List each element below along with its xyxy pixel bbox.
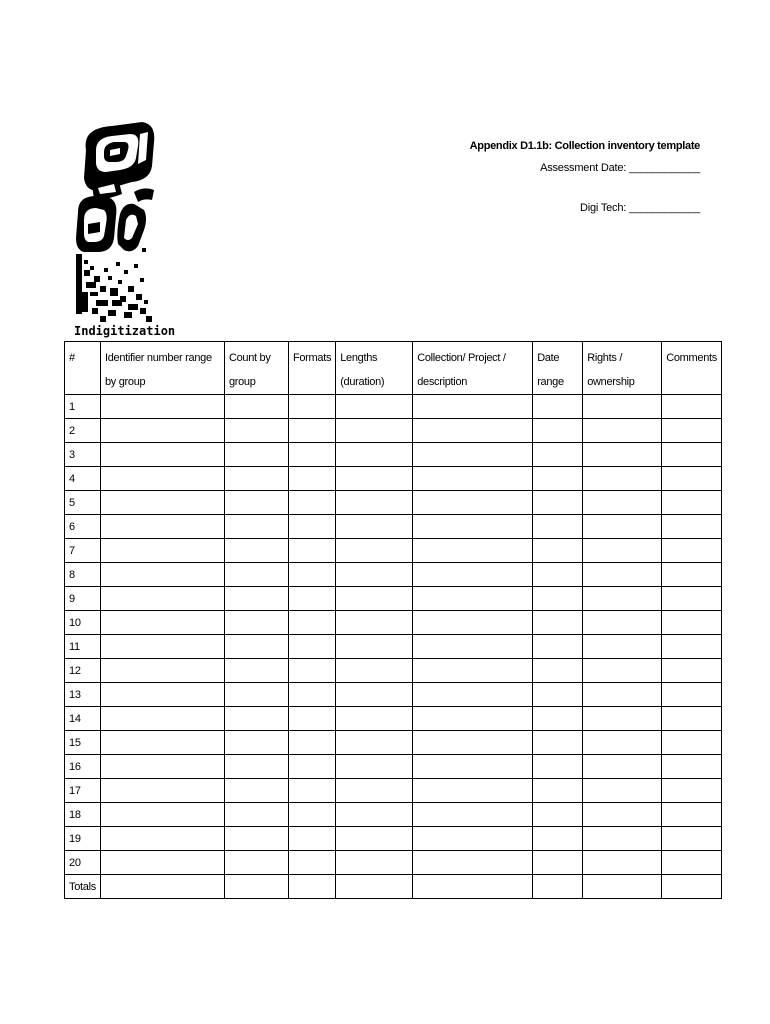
table-cell[interactable] — [662, 587, 722, 611]
table-cell[interactable] — [288, 659, 335, 683]
table-cell[interactable] — [100, 707, 224, 731]
table-cell[interactable] — [288, 635, 335, 659]
table-cell[interactable] — [662, 611, 722, 635]
table-cell[interactable] — [533, 659, 583, 683]
table-cell[interactable] — [224, 683, 288, 707]
table-cell[interactable] — [100, 875, 224, 899]
table-row — [65, 779, 722, 803]
table-cell[interactable] — [288, 515, 335, 539]
table-cell[interactable] — [583, 827, 662, 851]
table-cell[interactable] — [100, 851, 224, 875]
row-label: 10 — [65, 611, 101, 635]
table-cell[interactable] — [533, 539, 583, 563]
table-cell[interactable] — [583, 851, 662, 875]
table-row — [65, 563, 722, 587]
table-cell[interactable] — [413, 539, 533, 563]
table-cell[interactable] — [413, 443, 533, 467]
table-cell[interactable] — [100, 539, 224, 563]
table-cell[interactable] — [583, 563, 662, 587]
table-cell[interactable] — [224, 539, 288, 563]
table-cell[interactable] — [662, 419, 722, 443]
table-cell[interactable] — [100, 563, 224, 587]
table-cell[interactable] — [413, 395, 533, 419]
row-label: 17 — [65, 779, 101, 803]
table-cell[interactable] — [100, 779, 224, 803]
table-cell[interactable] — [336, 851, 413, 875]
table-cell[interactable] — [583, 467, 662, 491]
table-cell[interactable] — [336, 731, 413, 755]
table-cell[interactable] — [662, 491, 722, 515]
table-cell[interactable] — [662, 659, 722, 683]
table-cell[interactable] — [583, 803, 662, 827]
assessment-date-field: Assessment Date: ____________ — [540, 162, 700, 174]
table-cell[interactable] — [662, 827, 722, 851]
table-row — [65, 395, 722, 419]
table-cell[interactable] — [413, 635, 533, 659]
table-row — [65, 587, 722, 611]
table-cell[interactable] — [224, 779, 288, 803]
table-cell[interactable] — [288, 803, 335, 827]
table-cell[interactable] — [100, 395, 224, 419]
table-cell[interactable] — [662, 875, 722, 899]
table-row — [65, 635, 722, 659]
table-cell[interactable] — [662, 683, 722, 707]
table-cell[interactable] — [288, 731, 335, 755]
table-cell[interactable] — [413, 467, 533, 491]
table-cell[interactable] — [100, 827, 224, 851]
table-cell[interactable] — [336, 779, 413, 803]
table-cell[interactable] — [413, 731, 533, 755]
table-cell[interactable] — [100, 731, 224, 755]
table-cell[interactable] — [336, 563, 413, 587]
table-cell[interactable] — [224, 659, 288, 683]
table-row — [65, 803, 722, 827]
table-cell[interactable] — [413, 755, 533, 779]
table-cell[interactable] — [336, 419, 413, 443]
column-header: Collection/ Project / description — [413, 342, 533, 395]
table-cell[interactable] — [100, 419, 224, 443]
table-cell[interactable] — [533, 707, 583, 731]
table-cell[interactable] — [100, 683, 224, 707]
table-cell[interactable] — [224, 419, 288, 443]
table-cell[interactable] — [662, 731, 722, 755]
table-cell[interactable] — [224, 491, 288, 515]
table-cell[interactable] — [336, 659, 413, 683]
table-cell[interactable] — [583, 515, 662, 539]
row-label: 5 — [65, 491, 101, 515]
table-cell[interactable] — [100, 515, 224, 539]
row-label: 15 — [65, 731, 101, 755]
table-cell[interactable] — [413, 611, 533, 635]
table-cell[interactable] — [336, 395, 413, 419]
table-cell[interactable] — [100, 659, 224, 683]
table-row — [65, 683, 722, 707]
row-label: 9 — [65, 587, 101, 611]
table-cell[interactable] — [336, 755, 413, 779]
table-cell[interactable] — [533, 851, 583, 875]
table-cell[interactable] — [224, 563, 288, 587]
table-cell[interactable] — [288, 443, 335, 467]
row-label: 8 — [65, 563, 101, 587]
table-cell[interactable] — [336, 875, 413, 899]
table-cell[interactable] — [583, 395, 662, 419]
table-cell[interactable] — [100, 755, 224, 779]
row-label: 6 — [65, 515, 101, 539]
table-cell[interactable] — [533, 875, 583, 899]
table-cell[interactable] — [100, 491, 224, 515]
table-cell[interactable] — [288, 539, 335, 563]
row-label: 19 — [65, 827, 101, 851]
table-header-row — [65, 342, 722, 395]
table-row — [65, 467, 722, 491]
table-row — [65, 659, 722, 683]
table-cell[interactable] — [100, 587, 224, 611]
table-cell[interactable] — [662, 707, 722, 731]
table-cell[interactable] — [413, 419, 533, 443]
table-row — [65, 515, 722, 539]
table-cell[interactable] — [413, 683, 533, 707]
row-label: 14 — [65, 707, 101, 731]
table-cell[interactable] — [288, 395, 335, 419]
table-cell[interactable] — [224, 515, 288, 539]
table-cell[interactable] — [533, 443, 583, 467]
row-label: 18 — [65, 803, 101, 827]
table-cell[interactable] — [413, 587, 533, 611]
table-cell[interactable] — [413, 827, 533, 851]
table-cell[interactable] — [288, 587, 335, 611]
table-cell[interactable] — [583, 683, 662, 707]
table-cell[interactable] — [288, 779, 335, 803]
table-row — [65, 851, 722, 875]
table-cell[interactable] — [224, 731, 288, 755]
column-header: Formats — [288, 342, 335, 395]
row-label: 13 — [65, 683, 101, 707]
table-cell[interactable] — [413, 707, 533, 731]
table-cell[interactable] — [288, 755, 335, 779]
table-cell[interactable] — [583, 539, 662, 563]
table-cell[interactable] — [533, 683, 583, 707]
table-cell[interactable] — [533, 563, 583, 587]
table-cell[interactable] — [662, 563, 722, 587]
column-header: Count by group — [224, 342, 288, 395]
table-row — [65, 491, 722, 515]
row-label: 2 — [65, 419, 101, 443]
table-cell[interactable] — [224, 803, 288, 827]
table-cell[interactable] — [336, 491, 413, 515]
table-cell[interactable] — [100, 803, 224, 827]
table-cell[interactable] — [336, 803, 413, 827]
table-cell[interactable] — [288, 419, 335, 443]
table-row — [65, 731, 722, 755]
formline-art-icon — [72, 120, 156, 325]
table-cell[interactable] — [288, 467, 335, 491]
table-cell[interactable] — [224, 707, 288, 731]
table-cell[interactable] — [662, 539, 722, 563]
table-cell[interactable] — [100, 467, 224, 491]
indigitization-logo — [72, 120, 176, 342]
table-row — [65, 419, 722, 443]
table-cell[interactable] — [533, 803, 583, 827]
table-cell[interactable] — [336, 587, 413, 611]
table-cell[interactable] — [224, 851, 288, 875]
row-label: 11 — [65, 635, 101, 659]
row-label: 20 — [65, 851, 101, 875]
row-label: 1 — [65, 395, 101, 419]
table-cell[interactable] — [583, 587, 662, 611]
digi-tech-field: Digi Tech: ____________ — [580, 202, 700, 214]
table-cell[interactable] — [288, 851, 335, 875]
table-cell[interactable] — [224, 395, 288, 419]
table-cell[interactable] — [224, 587, 288, 611]
table-row — [65, 827, 722, 851]
table-cell[interactable] — [413, 515, 533, 539]
table-cell[interactable] — [662, 803, 722, 827]
table-cell[interactable] — [224, 827, 288, 851]
table-cell[interactable] — [288, 707, 335, 731]
row-label: 4 — [65, 467, 101, 491]
table-cell[interactable] — [336, 443, 413, 467]
table-cell[interactable] — [288, 827, 335, 851]
table-cell[interactable] — [336, 467, 413, 491]
table-cell[interactable] — [533, 515, 583, 539]
table-cell[interactable] — [224, 611, 288, 635]
table-cell[interactable] — [336, 611, 413, 635]
document-title: Appendix D1.1b: Collection inventory template — [469, 140, 700, 152]
table-cell[interactable] — [288, 875, 335, 899]
table-cell[interactable] — [100, 611, 224, 635]
table-cell[interactable] — [336, 515, 413, 539]
table-cell[interactable] — [413, 875, 533, 899]
table-cell[interactable] — [336, 707, 413, 731]
table-cell[interactable] — [224, 635, 288, 659]
table-cell[interactable] — [583, 635, 662, 659]
table-cell[interactable] — [533, 395, 583, 419]
table-cell[interactable] — [533, 587, 583, 611]
table-cell[interactable] — [336, 683, 413, 707]
table-cell[interactable] — [662, 443, 722, 467]
table-cell[interactable] — [533, 755, 583, 779]
table-cell[interactable] — [662, 779, 722, 803]
table-cell[interactable] — [662, 467, 722, 491]
table-cell[interactable] — [533, 779, 583, 803]
table-cell[interactable] — [583, 659, 662, 683]
table-row — [65, 707, 722, 731]
table-cell[interactable] — [100, 635, 224, 659]
row-label: Totals — [65, 875, 101, 899]
table-cell[interactable] — [583, 731, 662, 755]
table-cell[interactable] — [533, 635, 583, 659]
row-label: 3 — [65, 443, 101, 467]
table-cell[interactable] — [288, 611, 335, 635]
row-label: 7 — [65, 539, 101, 563]
column-header: Comments — [662, 342, 722, 395]
table-cell[interactable] — [583, 755, 662, 779]
table-cell[interactable] — [413, 659, 533, 683]
logo-wordmark: Indigitization — [74, 324, 176, 338]
table-cell[interactable] — [662, 755, 722, 779]
column-header: # — [65, 342, 101, 395]
table-cell[interactable] — [533, 731, 583, 755]
row-label: 16 — [65, 755, 101, 779]
table-cell[interactable] — [583, 491, 662, 515]
row-label: 12 — [65, 659, 101, 683]
table-cell[interactable] — [583, 443, 662, 467]
table-cell[interactable] — [662, 515, 722, 539]
table-cell[interactable] — [413, 563, 533, 587]
table-cell[interactable] — [583, 707, 662, 731]
table-cell[interactable] — [583, 611, 662, 635]
table-row — [65, 875, 722, 899]
table-cell[interactable] — [533, 827, 583, 851]
table-cell[interactable] — [413, 851, 533, 875]
table-cell[interactable] — [288, 683, 335, 707]
table-cell[interactable] — [336, 635, 413, 659]
table-row — [65, 443, 722, 467]
table-cell[interactable] — [413, 779, 533, 803]
table-cell[interactable] — [224, 755, 288, 779]
table-cell[interactable] — [336, 539, 413, 563]
table-cell[interactable] — [288, 491, 335, 515]
table-cell[interactable] — [583, 875, 662, 899]
column-header: Date range — [533, 342, 583, 395]
table-row — [65, 539, 722, 563]
table-row — [65, 611, 722, 635]
table-cell[interactable] — [533, 467, 583, 491]
table-cell[interactable] — [533, 491, 583, 515]
table-cell[interactable] — [662, 635, 722, 659]
table-cell[interactable] — [413, 491, 533, 515]
column-header: Lengths (duration) — [336, 342, 413, 395]
table-cell[interactable] — [288, 563, 335, 587]
table-cell[interactable] — [224, 467, 288, 491]
table-row — [65, 755, 722, 779]
table-cell[interactable] — [533, 611, 583, 635]
table-cell[interactable] — [533, 419, 583, 443]
table-cell[interactable] — [100, 443, 224, 467]
table-cell[interactable] — [224, 443, 288, 467]
table-cell[interactable] — [413, 803, 533, 827]
inventory-table — [64, 341, 722, 899]
table-cell[interactable] — [224, 875, 288, 899]
table-cell[interactable] — [336, 827, 413, 851]
document-header — [470, 140, 700, 214]
column-header: Rights / ownership — [583, 342, 662, 395]
table-cell[interactable] — [662, 395, 722, 419]
table-cell[interactable] — [583, 779, 662, 803]
table-cell[interactable] — [662, 851, 722, 875]
table-cell[interactable] — [583, 419, 662, 443]
column-header: Identifier number range by group — [100, 342, 224, 395]
